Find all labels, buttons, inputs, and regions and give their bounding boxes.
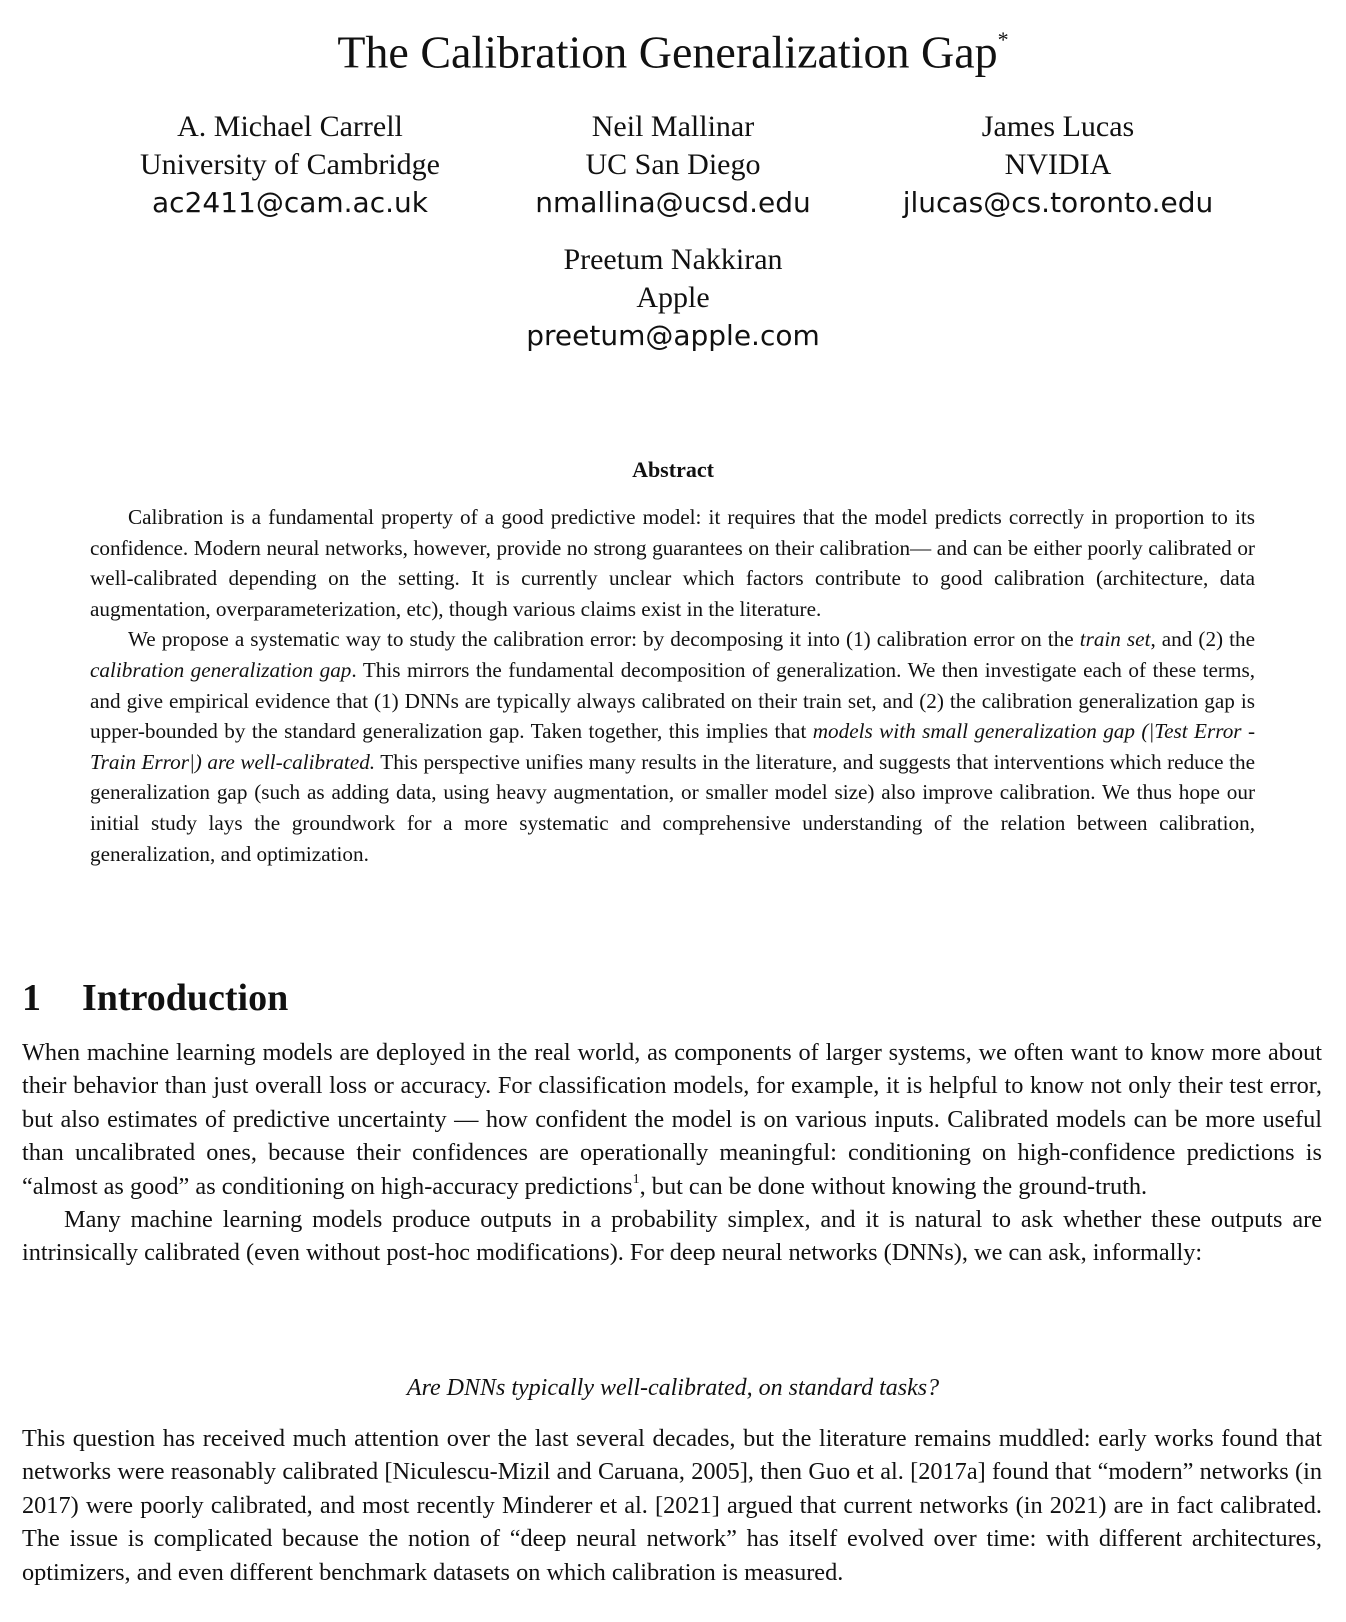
author-affiliation: UC San Diego: [585, 148, 761, 181]
section-heading-introduction: [22, 974, 288, 1022]
abstract-emphasis: calibration generalization gap: [90, 657, 352, 682]
intro-body-bottom: [22, 1422, 1322, 1589]
author-affiliation: Apple: [636, 281, 710, 314]
abstract-emphasis: models with small generalization gap (|Test Error - Train Error|) are well-calibrated.: [90, 719, 1256, 774]
abstract-paragraph-1: Calibration is a fundamental property of a good predictive model: it requires that the model predicts correctly in proportion to its confidence. Modern neural networks, however, provide no strong guarantees on their calibration— and can be either poorly calibrated or well-calibrated depending on the setting. It is currently unclear which factors contribute to good calibration (architecture, data augmentation, overparameterization, etc), though various claims exist in the literature.: [90, 505, 1255, 621]
body-text: When machine learning models are deployed in the real world, as components of larger systems, we often want to know more about their behavior than just overall loss or accuracy. For classification models, for example, it is helpful to know not only their test error, but also estimates of predictive uncertainty — how confident the model is on various inputs. Calibrated models can be more useful than uncalibrated ones, because their confidences are operationally meaningful: conditioning on high-confidence predictions is “almost as good” as conditioning on high-accuracy predictions: [22, 1039, 1322, 1200]
title-footnote-mark: *: [997, 27, 1009, 52]
intro-paragraph-3: This question has received much attention over the last several decades, but the literature remains muddled: early works found that networks were reasonably calibrated [Niculescu-Mizil and Caruana, 2005], then Guo et al. [2017a] found that “modern” networks (in 2017) were poorly calibrated, and most recently Minderer et al. [2021] argued that current networks (in 2021) are in fact calibrated. The issue is complicated because the notion of “deep neural network” has itself evolved over time: with different architectures, optimizers, and even different benchmark datasets on which calibration is measured.: [22, 1425, 1322, 1586]
abstract-heading: Abstract: [632, 457, 714, 482]
section-title: Introduction: [82, 977, 289, 1019]
author-email[interactable]: ac2411@cam.ac.uk: [152, 186, 428, 219]
author-name: A. Michael Carrell: [177, 110, 403, 143]
author-name: Neil Mallinar: [591, 110, 755, 143]
abstract-text: We propose a systematic way to study the calibration error: by decomposing it into (1) calibration error on the: [128, 627, 1080, 652]
intro-paragraph-2: Many machine learning models produce outputs in a probability simplex, and it is natural to ask whether these outputs are intrinsically calibrated (even without post-hoc modifications). For deep neural networks (DNNs), we can ask, informally:: [22, 1206, 1322, 1267]
author-block-nakkiran: [500, 241, 846, 355]
paper-title: [0, 14, 1346, 82]
abstract-body: [90, 502, 1255, 869]
paper-title-text: The Calibration Generalization Gap: [337, 26, 998, 78]
abstract-text: . This mirrors the fundamental decomposition of generalization. We then investigate each of these terms, and give empirical evidence that (1) DNNs are typically always calibrated on their train set, and (2) the calibration generalization gap is upper-bounded by the standard generalization gap. Taken together, this implies that: [90, 657, 1255, 744]
abstract-paragraph-2: [90, 624, 1255, 869]
intro-body-top: [22, 1036, 1322, 1270]
research-question: Are DNNs typically well-calibrated, on standard tasks?: [406, 1375, 940, 1401]
body-text: , but can be done without knowing the ground-truth.: [639, 1172, 1148, 1200]
abstract-emphasis: train set: [1079, 627, 1151, 652]
author-block-carrell: [110, 108, 470, 222]
author-email[interactable]: nmallina@ucsd.edu: [535, 186, 811, 219]
abstract-text: , and (2) the: [1150, 627, 1255, 652]
abstract-text: This perspective unifies many results in the literature, and suggests that interventions which reduce the generalization gap (such as adding data, using heavy augmentation, or smaller model size) also improve calibration. We thus hope our initial study lays the groundwork for a more systematic and comprehensive understanding of the relation between calibration, generalization, and optimization.: [90, 749, 1255, 866]
author-name: James Lucas: [981, 110, 1135, 143]
section-number: 1: [22, 977, 41, 1019]
footnote-ref[interactable]: 1: [632, 1171, 640, 1187]
author-affiliation: NVIDIA: [1004, 148, 1112, 181]
author-email[interactable]: jlucas@cs.toronto.edu: [902, 186, 1214, 219]
author-name: Preetum Nakkiran: [563, 243, 783, 276]
intro-paragraph-1: [22, 1036, 1322, 1203]
author-block-lucas: [880, 108, 1236, 222]
author-email[interactable]: preetum@apple.com: [526, 319, 820, 352]
author-affiliation: University of Cambridge: [140, 148, 440, 181]
author-block-mallinar: [500, 108, 846, 222]
